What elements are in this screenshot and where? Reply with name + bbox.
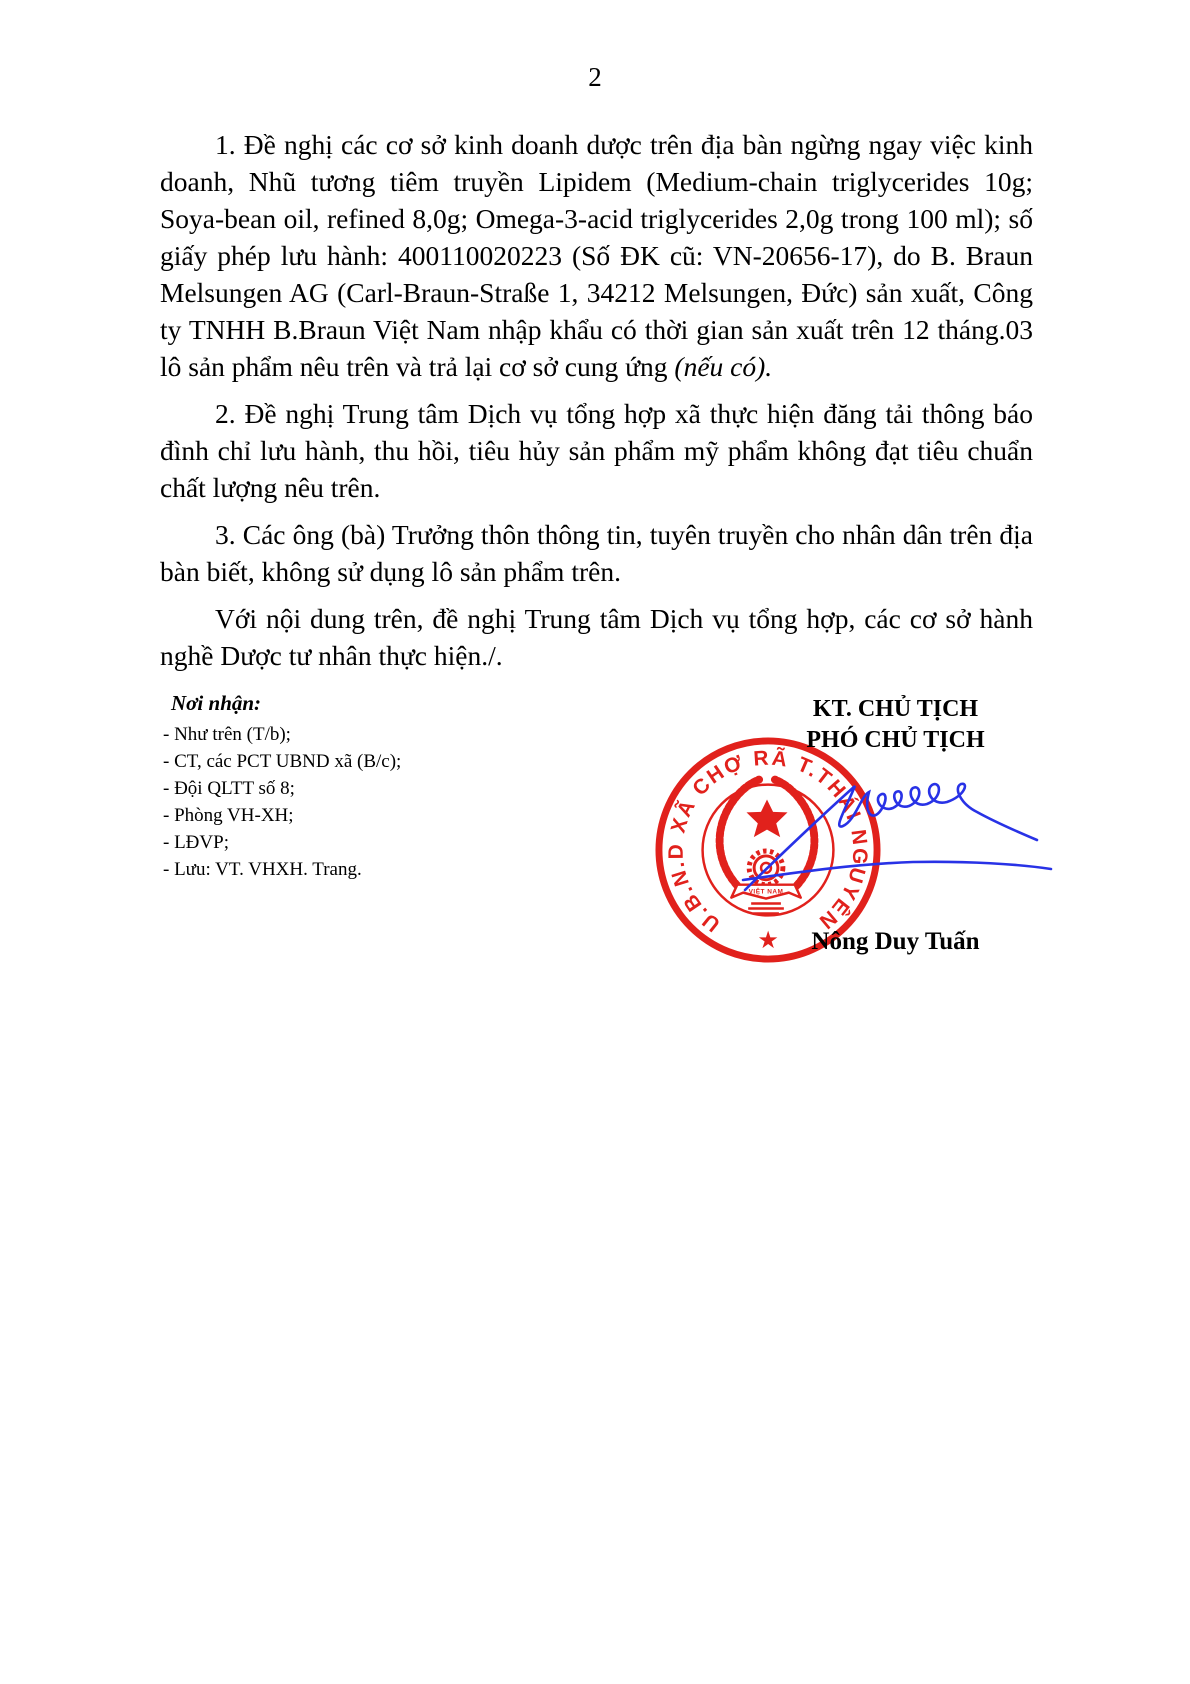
recipient-item: - Lưu: VT. VHXH. Trang. xyxy=(163,859,362,880)
recipients-heading: Nơi nhận: xyxy=(171,691,262,715)
stamp-bottom-star-icon: ★ xyxy=(757,928,779,955)
recipient-item: - CT, các PCT UBND xã (B/c); xyxy=(163,751,402,772)
paragraph-3-text: 3. Các ông (bà) Trưởng thôn thông tin, tuyên truyền cho nhân dân trên địa bàn biết, không sử dụng lô sản phẩm trên. xyxy=(160,519,1033,587)
paragraph-1-text: 1. Đề nghị các cơ sở kinh doanh dược trên địa bàn ngừng ngay việc kinh doanh, Nhũ tương tiêm truyền Lipidem (Medium-chain triglycerides 10g; Soya-bean oil, refined 8,0g; Omega-3-acid triglycerides 2,0g trong 100 ml); số giấy phép lưu hành: 400110020223 (Số ĐK cũ: VN-20656-17), do B. Braun Melsungen AG (Carl-Braun-Straße 1, 34212 Melsungen, Đức) sản xuất, Công ty TNHH B.Braun Việt Nam nhập khẩu có thời gian sản xuất trên 12 tháng.03 lô sản phẩm nêu trên và trả lại cơ sở cung ứng xyxy=(160,129,1033,382)
signature-underline-stroke xyxy=(743,862,1051,880)
emblem-banner-text: VIỆT NAM xyxy=(748,888,784,896)
recipient-item: - Phòng VH-XH; xyxy=(163,805,294,826)
paragraph-2 xyxy=(160,395,1033,506)
signature-title-line2: PHÓ CHỦ TỊCH xyxy=(806,727,985,753)
recipient-item: - Như trên (T/b); xyxy=(163,724,291,745)
signature-title-line1: KT. CHỦ TỊCH xyxy=(812,696,979,722)
signer-name: Nông Duy Tuấn xyxy=(811,928,980,955)
page-number: 2 xyxy=(588,62,602,92)
paragraph-4 xyxy=(160,600,1033,674)
paragraph-1-italic-note: (nếu có). xyxy=(674,351,773,382)
recipients-block xyxy=(163,690,593,883)
handwritten-signature xyxy=(733,752,1073,907)
paragraph-3 xyxy=(160,516,1033,590)
recipient-item: - Đội QLTT số 8; xyxy=(163,778,295,799)
signature-title-block xyxy=(758,694,1033,756)
paragraph-1 xyxy=(160,126,1033,385)
paragraph-4-text: Với nội dung trên, đề nghị Trung tâm Dịch vụ tổng hợp, các cơ sở hành nghề Dược tư nhân thực hiện./. xyxy=(160,603,1033,671)
paragraph-2-text: 2. Đề nghị Trung tâm Dịch vụ tổng hợp xã thực hiện đăng tải thông báo đình chỉ lưu hành, thu hồi, tiêu hủy sản phẩm mỹ phẩm không đạt tiêu chuẩn chất lượng nêu trên. xyxy=(160,398,1033,503)
recipient-item: - LĐVP; xyxy=(163,832,229,853)
stamp-ring-text: U.B.N.D XÃ CHỢ RÃ T.THÁI NGUYÊN xyxy=(664,746,872,937)
document-body xyxy=(160,126,1033,684)
signature-strokes xyxy=(733,752,1073,907)
